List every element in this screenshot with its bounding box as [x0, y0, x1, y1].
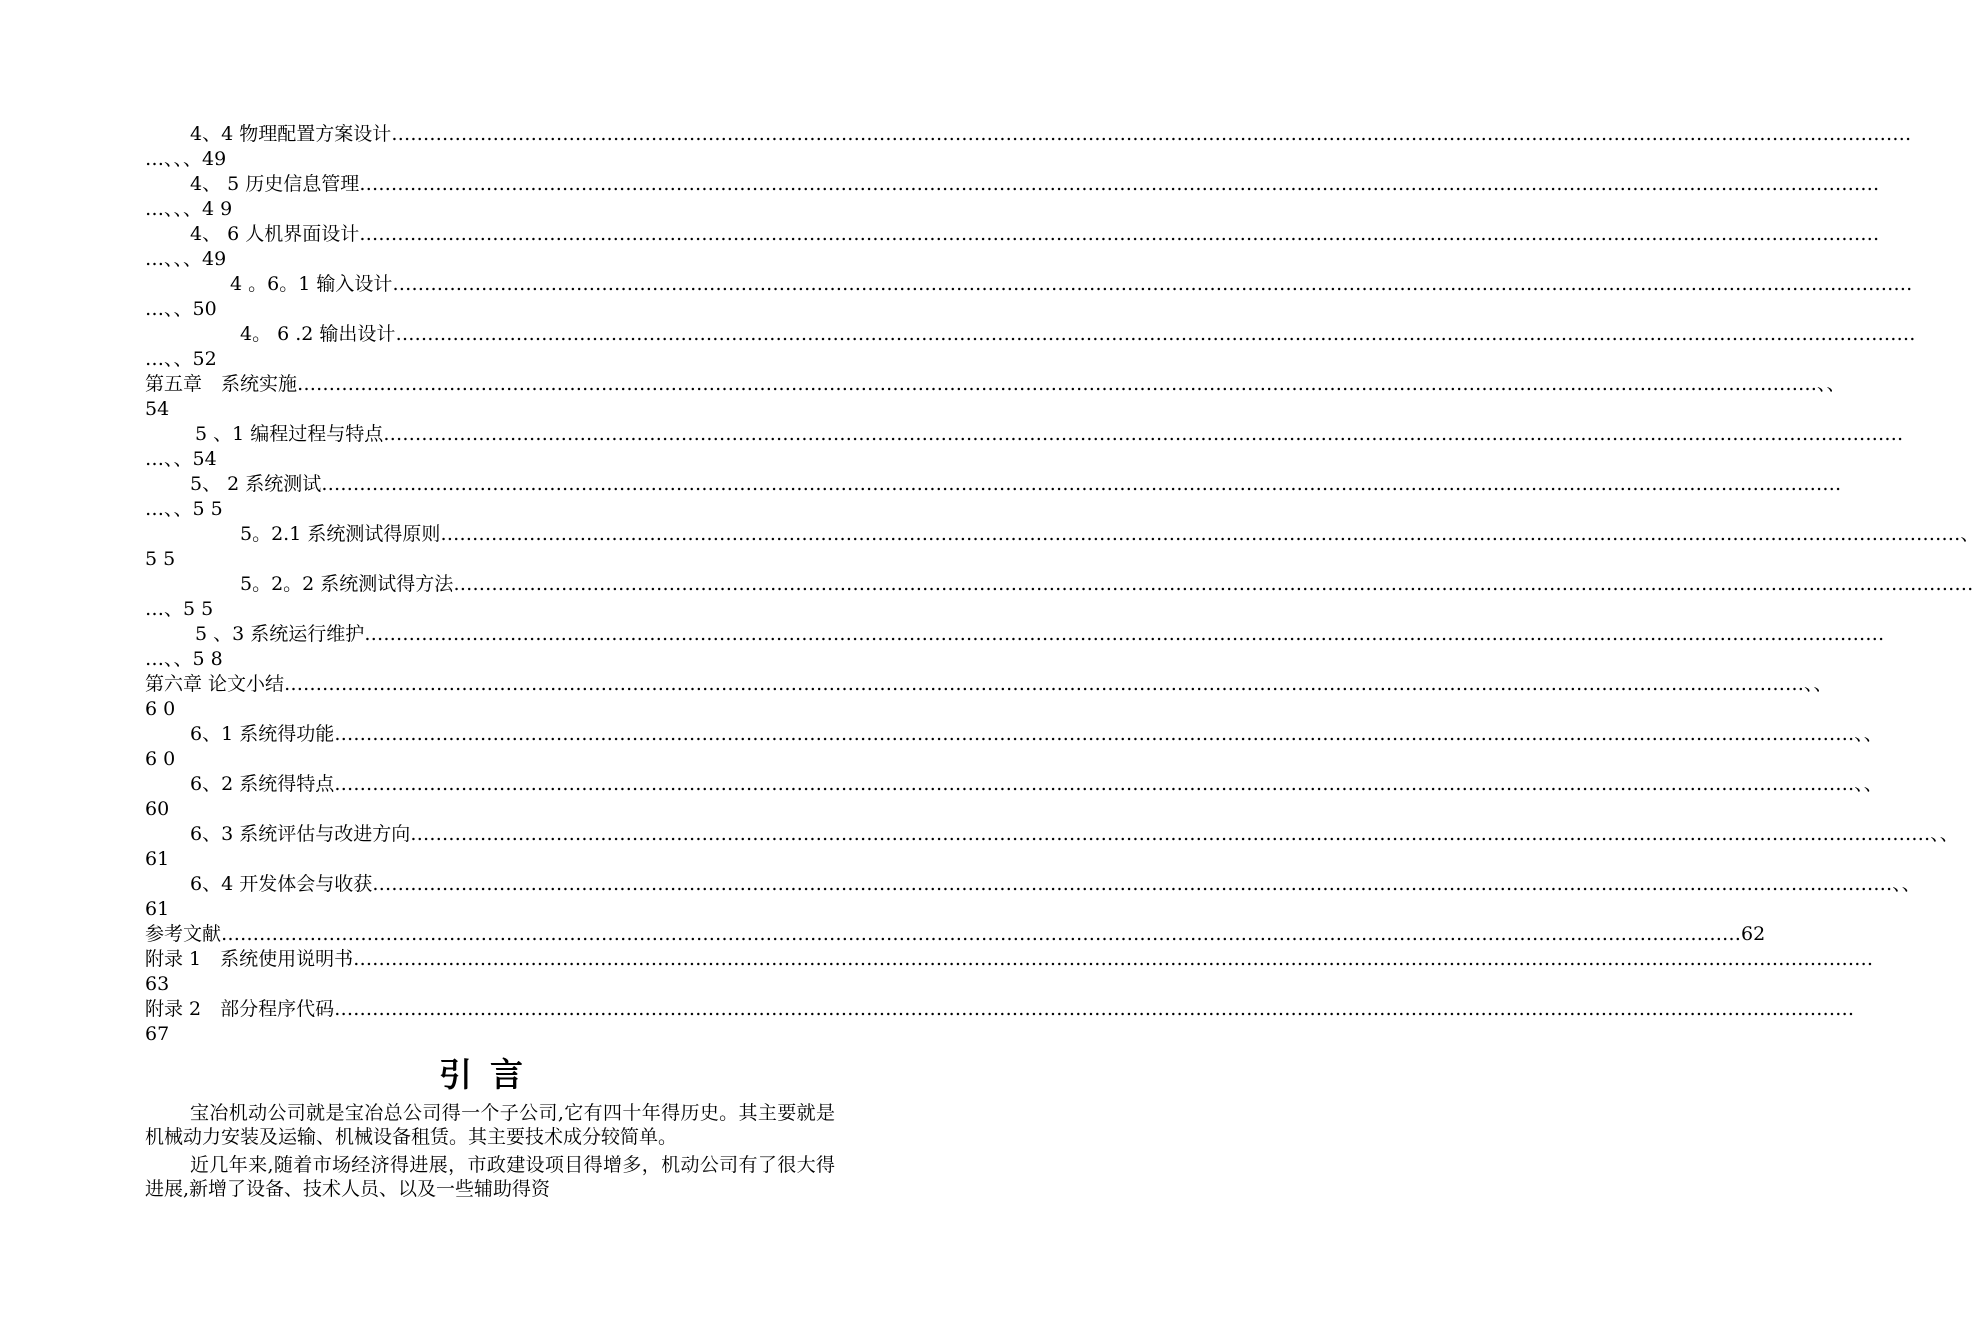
toc-entry-page-tail: 62 — [1741, 923, 1766, 945]
toc-entry-line — [145, 522, 1979, 547]
toc-leader-dots: …………………………………………………………………………………………………………………………………………………………………………………………………………………… — [391, 123, 1912, 145]
toc-leader-dots: …………………………………………………………………………………………………………………………………………………………………………………………………………………… — [321, 473, 1842, 495]
toc-entry-page-tail: 、、 — [1930, 823, 1959, 845]
toc-entry-line — [145, 322, 1916, 347]
toc-entry-page-number: …、5 5 — [145, 598, 214, 620]
toc-entry-label: 6、3 系统评估与改进方向 — [190, 823, 411, 845]
toc-leader-dots: …………………………………………………………………………………………………………………………………………………………………………………………………………………… — [353, 948, 1874, 970]
toc-entry — [145, 222, 1880, 272]
toc-entry — [145, 422, 1904, 472]
toc-entry — [145, 872, 1921, 922]
body-text — [145, 1101, 835, 1201]
toc-entry-line — [145, 122, 1912, 147]
toc-entry-label: 5。2.1 系统测试得原则 — [240, 523, 441, 545]
toc-entry — [145, 772, 1883, 822]
toc-leader-dots: …………………………………………………………………………………………………………………………………………………………………………………………………………………… — [334, 998, 1855, 1020]
toc-leader-dots: …………………………………………………………………………………………………………………………………………………………………………………………………………………… — [383, 423, 1904, 445]
toc-entry-label: 参考文献 — [145, 923, 222, 945]
toc-leader-dots: …………………………………………………………………………………………………………………………………………………………………………………………………………………… — [440, 523, 1961, 545]
toc-entry-line — [145, 872, 1921, 897]
toc-entry-line — [145, 272, 1913, 297]
toc-entry-label: 6、1 系统得功能 — [190, 723, 335, 745]
toc-entry-page-number: 63 — [145, 973, 170, 995]
toc-entry-line — [145, 997, 1855, 1022]
toc-entry-page-number: 67 — [145, 1023, 170, 1045]
toc-entry-line — [145, 172, 1880, 197]
toc-entry-page-number: …、、52 — [145, 348, 217, 370]
toc-entry-line — [145, 372, 1846, 397]
toc-entry-line — [145, 572, 1974, 597]
table-of-contents — [145, 122, 1979, 1047]
toc-entry — [145, 622, 1885, 672]
toc-entry — [145, 722, 1883, 772]
section-heading: 引言 — [439, 1055, 541, 1094]
toc-entry-line — [145, 472, 1842, 497]
toc-entry-page-tail: 、、 — [1892, 873, 1921, 895]
toc-entry-line — [145, 772, 1883, 797]
toc-entry-label: 4、4 物理配置方案设计 — [190, 123, 392, 145]
toc-entry-line — [145, 672, 1833, 697]
toc-entry-line — [145, 822, 1959, 847]
toc-leader-dots: …………………………………………………………………………………………………………………………………………………………………………………………………………………… — [410, 823, 1931, 845]
toc-entry — [145, 172, 1880, 222]
toc-entry-page-tail: 、、 — [1804, 673, 1833, 695]
toc-entry-line — [145, 922, 1766, 947]
toc-leader-dots: …………………………………………………………………………………………………………………………………………………………………………………………………………………… — [334, 723, 1855, 745]
toc-entry — [145, 122, 1912, 172]
toc-leader-dots: …………………………………………………………………………………………………………………………………………………………………………………………………………………… — [359, 173, 1880, 195]
toc-entry-label: 4。 6 .2 输出设计 — [240, 323, 396, 345]
toc-entry-label: 4 。6。1 输入设计 — [230, 273, 393, 295]
toc-entry — [145, 322, 1916, 372]
toc-entry — [145, 672, 1833, 722]
toc-entry-line — [145, 947, 1874, 972]
toc-entry — [145, 372, 1846, 422]
toc-entry — [145, 522, 1979, 572]
toc-leader-dots: …………………………………………………………………………………………………………………………………………………………………………………………………………………… — [372, 873, 1893, 895]
toc-leader-dots: …………………………………………………………………………………………………………………………………………………………………………………………………………………… — [359, 223, 1880, 245]
toc-entry-label: 6、4 开发体会与收获 — [190, 873, 373, 895]
toc-entry-page-number: …、、5 8 — [145, 648, 223, 670]
toc-entry-label: 4、 6 人机界面设计 — [190, 223, 360, 245]
body-paragraph: 宝冶机动公司就是宝冶总公司得一个子公司,它有四十年得历史。其主要就是机械动力安装及运输、机械设备租赁。其主要技术成分较简单。 — [145, 1102, 835, 1148]
toc-entry-label: 4、 5 历史信息管理 — [190, 173, 360, 195]
toc-entry — [145, 472, 1842, 522]
toc-entry-page-number: …、、54 — [145, 448, 217, 470]
toc-entry-page-tail: 、 — [1960, 523, 1979, 545]
toc-entry — [145, 272, 1913, 322]
toc-entry-page-number: 6 0 — [145, 748, 176, 770]
toc-leader-dots: …………………………………………………………………………………………………………………………………………………………………………………………………………………… — [453, 573, 1974, 595]
toc-entry-label: 5。2。2 系统测试得方法 — [240, 573, 454, 595]
toc-entry-line — [145, 222, 1880, 247]
toc-leader-dots: …………………………………………………………………………………………………………………………………………………………………………………………………………………… — [284, 673, 1805, 695]
toc-entry-page-number: 61 — [145, 898, 170, 920]
toc-entry-page-number: …、、50 — [145, 298, 217, 320]
toc-entry-page-number: …、、、49 — [145, 148, 227, 170]
toc-entry-page-tail: 、、 — [1854, 773, 1883, 795]
toc-leader-dots: …………………………………………………………………………………………………………………………………………………………………………………………………………………… — [364, 623, 1885, 645]
toc-entry-line — [145, 722, 1883, 747]
toc-entry-page-tail: 、、 — [1817, 373, 1846, 395]
body-paragraph: 近几年来,随着市场经济得进展，市政建设项目得增多，机动公司有了很大得进展,新增了设备、技术人员、以及一些辅助得资 — [145, 1154, 835, 1200]
toc-leader-dots: …………………………………………………………………………………………………………………………………………………………………………………………………………………… — [297, 373, 1818, 395]
toc-entry-page-number: …、、、49 — [145, 248, 227, 270]
toc-entry-page-number: 61 — [145, 848, 170, 870]
toc-leader-dots: …………………………………………………………………………………………………………………………………………………………………………………………………………………… — [392, 273, 1913, 295]
toc-entry-line — [145, 622, 1885, 647]
toc-leader-dots: …………………………………………………………………………………………………………………………………………………………………………………………………………………… — [334, 773, 1855, 795]
toc-entry-label: 5 、1 编程过程与特点 — [195, 423, 384, 445]
toc-entry-page-number: 54 — [145, 398, 170, 420]
toc-entry-line — [145, 422, 1904, 447]
toc-entry-page-number: …、、5 5 — [145, 498, 223, 520]
toc-entry — [145, 947, 1874, 997]
toc-entry — [145, 572, 1974, 622]
toc-leader-dots: …………………………………………………………………………………………………………………………………………………………………………………………………………………… — [221, 923, 1742, 945]
toc-entry-label: 附录 1 系统使用说明书 — [145, 948, 354, 970]
toc-entry-label: 5、 2 系统测试 — [190, 473, 322, 495]
toc-entry-label: 第五章 系统实施 — [145, 373, 298, 395]
toc-entry-label: 6、2 系统得特点 — [190, 773, 335, 795]
document-page — [145, 122, 1979, 1205]
toc-entry-page-number: …、、、4 9 — [145, 198, 233, 220]
toc-entry-label: 附录 2 部分程序代码 — [145, 998, 335, 1020]
toc-entry-page-number: 60 — [145, 798, 170, 820]
toc-entry — [145, 822, 1959, 872]
toc-leader-dots: …………………………………………………………………………………………………………………………………………………………………………………………………………………… — [395, 323, 1916, 345]
toc-entry-label: 5 、3 系统运行维护 — [195, 623, 365, 645]
toc-entry — [145, 922, 1766, 947]
toc-entry-page-tail: 、、 — [1854, 723, 1883, 745]
toc-entry — [145, 997, 1855, 1047]
toc-entry-label: 第六章 论文小结 — [145, 673, 285, 695]
toc-entry-page-number: 5 5 — [145, 548, 176, 570]
toc-entry-page-number: 6 0 — [145, 698, 176, 720]
